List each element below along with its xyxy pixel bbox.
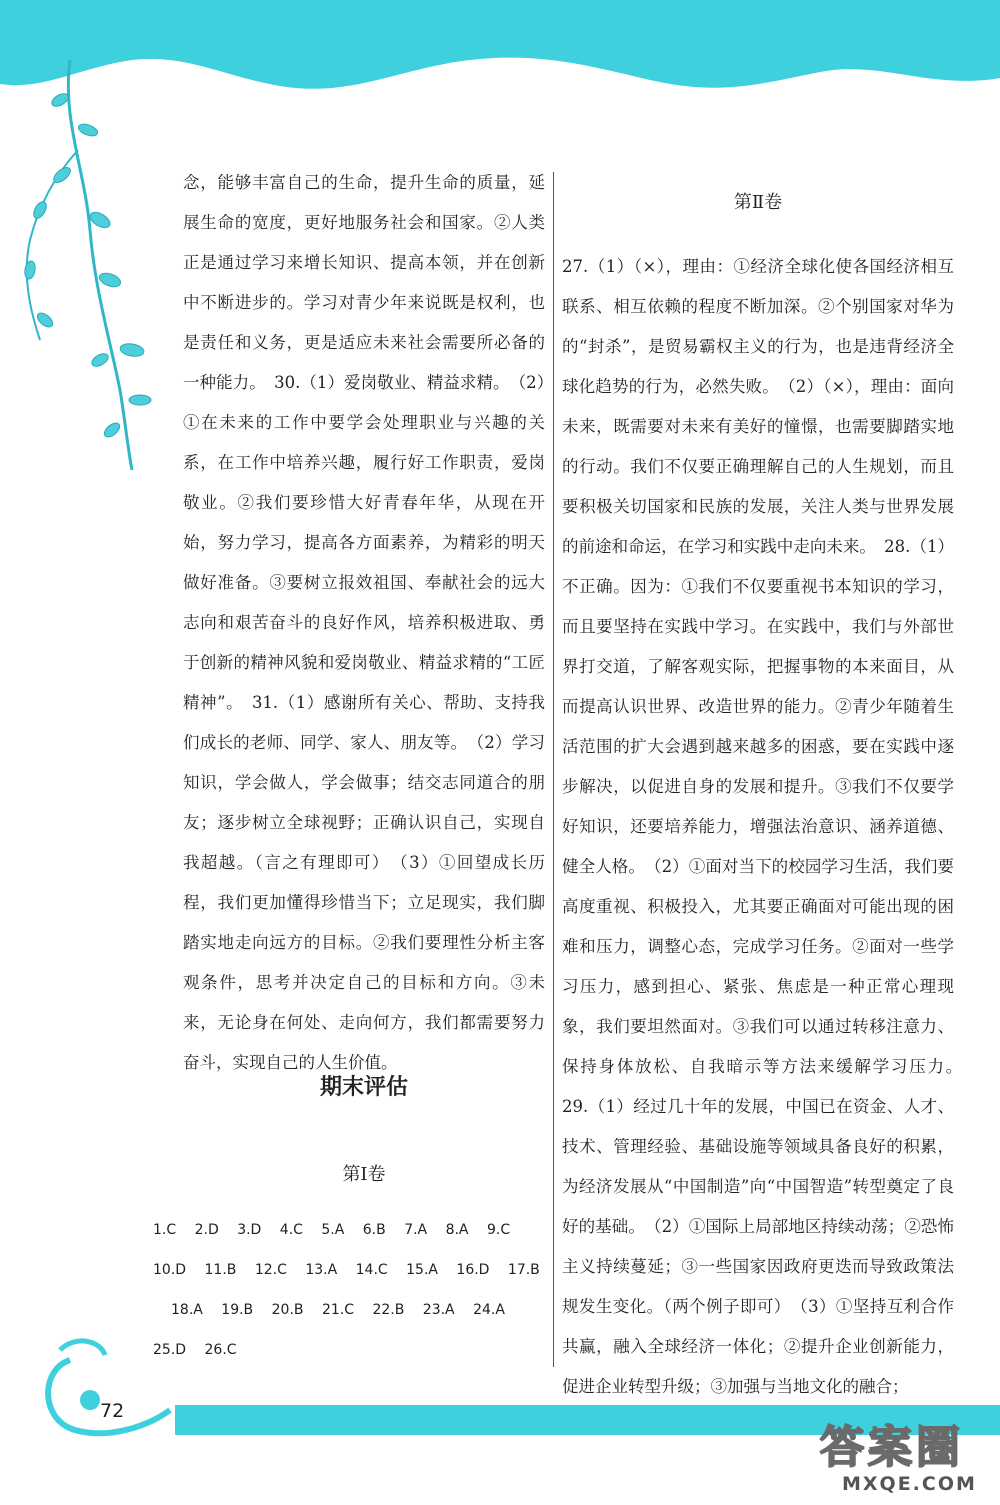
answer-item: 12.C [254, 1262, 287, 1278]
answer-item: 17.B [507, 1262, 540, 1278]
answer-item: 14.C [355, 1262, 388, 1278]
answer-item: 21.C [321, 1302, 354, 1318]
answer-item: 26.C [204, 1342, 237, 1358]
answer-item: 8.A [445, 1222, 469, 1238]
answer-item: 6.B [362, 1222, 386, 1238]
answer-item: 15.A [406, 1262, 438, 1278]
volume-1-heading: 第Ⅰ卷 [342, 1164, 386, 1185]
answer-item: 4.C [279, 1222, 303, 1238]
vine-decoration [0, 60, 160, 480]
answer-item: 19.B [221, 1302, 254, 1318]
watermark-logo [790, 1405, 1000, 1505]
page-number: 72 [100, 1400, 125, 1422]
answer-row [171, 1302, 519, 1318]
answer-row [153, 1262, 554, 1278]
column-divider [553, 172, 554, 1367]
answer-item: 23.A [422, 1302, 455, 1318]
answer-row [153, 1222, 524, 1238]
answer-item: 5.A [321, 1222, 345, 1238]
answer-item: 1.C [153, 1222, 177, 1238]
section-title: 期末评估 [319, 1074, 408, 1100]
answer-item: 20.B [271, 1302, 304, 1318]
volume-2-heading: 第Ⅱ卷 [733, 192, 783, 213]
answer-item: 2.D [194, 1222, 219, 1238]
answer-item: 10.D [153, 1262, 187, 1278]
right-column [562, 247, 971, 1407]
answer-row [153, 1342, 251, 1358]
watermark-title: 答案圈 [820, 1422, 964, 1473]
answer-item: 24.A [473, 1302, 505, 1318]
watermark-url: MXQE.COM [842, 1473, 977, 1495]
answer-item: 11.B [204, 1262, 237, 1278]
left-column-text: 念，能够丰富自己的生命，提升生命的质量，延展生命的宽度，更好地服务社会和国家。②人类正是通过学习来增长知识、提高本领，并在创新中不断进步的。学习对青少年来说既是权利，也是责任和义务，更是适应未来社会需要所必备的一种能力。 30.（1）爱岗敬业、精益求精。 （2）①在未来的工作中要学会处理职业与兴趣的关系，在工作中培养兴趣，履行好工作职责，爱岗敬业。②我们要珍惜大好青春年华，从现在开始，努力学习，提高各方面素养，为精彩的明天做好准备。③要树立报效祖国、奉献社会的远大志向和艰苦奋斗的良好作风，培养积极进取、勇于创新的精神风貌和爱岗敬业、精益求精的“工匠精神”。 31.（1）感谢所有关心、帮助、支持我们成长的老师、同学、家人、朋友等。 （2）学习知识，学会做人，学会做事；结交志同道合的朋友；逐步树立全球视野；正确认识自己，实现自我超越。（言之有理即可） （3）①回望成长历程，我们更加懂得珍惜当下；立足现实，我们脚踏实地走向远方的目标。②我们要理性分析主客观条件，思考并决定自己的目标和方向。③未来，无论身在何处、走向何方，我们都需要努力奋斗，实现自己的人生价值。 [183, 173, 545, 1072]
answer-item: 13.A [305, 1262, 338, 1278]
answer-item: 16.D [456, 1262, 490, 1278]
answer-item: 18.A [171, 1302, 203, 1318]
answer-item: 9.C [486, 1222, 511, 1238]
answer-item: 7.A [404, 1222, 428, 1238]
left-column [183, 163, 545, 1083]
answer-item: 25.D [153, 1342, 187, 1358]
answer-item: 22.B [372, 1302, 405, 1318]
answer-item: 3.D [237, 1222, 262, 1238]
right-column-text: 27.（1）（×），理由：①经济全球化使各国经济相互联系、相互依赖的程度不断加深。②个别国家对华为的“封杀”，是贸易霸权主义的行为，也是违背经济全球化趋势的行为，必然失败。 （2）（×），理由：面向未来，既需要对未来有美好的憧憬，也需要脚踏实地的行动。我们不仅要正确理解自己的人生规划，而且要积极关切国家和民族的发展，关注人类与世界发展的前途和命运，在学习和实践中走向未来。 28.（1）不正确。因为：①我们不仅要重视书本知识的学习，而且要坚持在实践中学习。在实践中，我们与外部世界打交道，了解客观实际，把握事物的本来面目，从而提高认识世界、改造世界的能力。②青少年随着生活范围的扩大会遇到越来越多的困惑，要在实践中逐步解决，以促进自身的发展和提升。③我们不仅要学好知识，还要培养能力，增强法治意识、涵养道德、健全人格。 （2）①面对当下的校园学习生活，我们要高度重视、积极投入，尤其要正确面对可能出现的困难和压力，调整心态，完成学习任务。②面对一些学习压力，感到担心、紧张、焦虑是一种正常心理现象，我们要坦然面对。③我们可以通过转移注意力、保持身体放松、自我暗示等方法来缓解学习压力。 29.（1）经过几十年的发展，中国已在资金、人才、技术、管理经验、基础设施等领域具备良好的积累，为经济发展从“中国制造”向“中国智造”转型奠定了良好的基础。 （2）①国际上局部地区持续动荡；②恐怖主义持续蔓延；③一些国家因政府更迭而导致政策法规发生变化。（两个例子即可） （3）①坚持互利合作共赢，融入全球经济一体化；②提升企业创新能力，促进企业转型升级；③加强与当地文化的融合； [562, 257, 971, 1396]
